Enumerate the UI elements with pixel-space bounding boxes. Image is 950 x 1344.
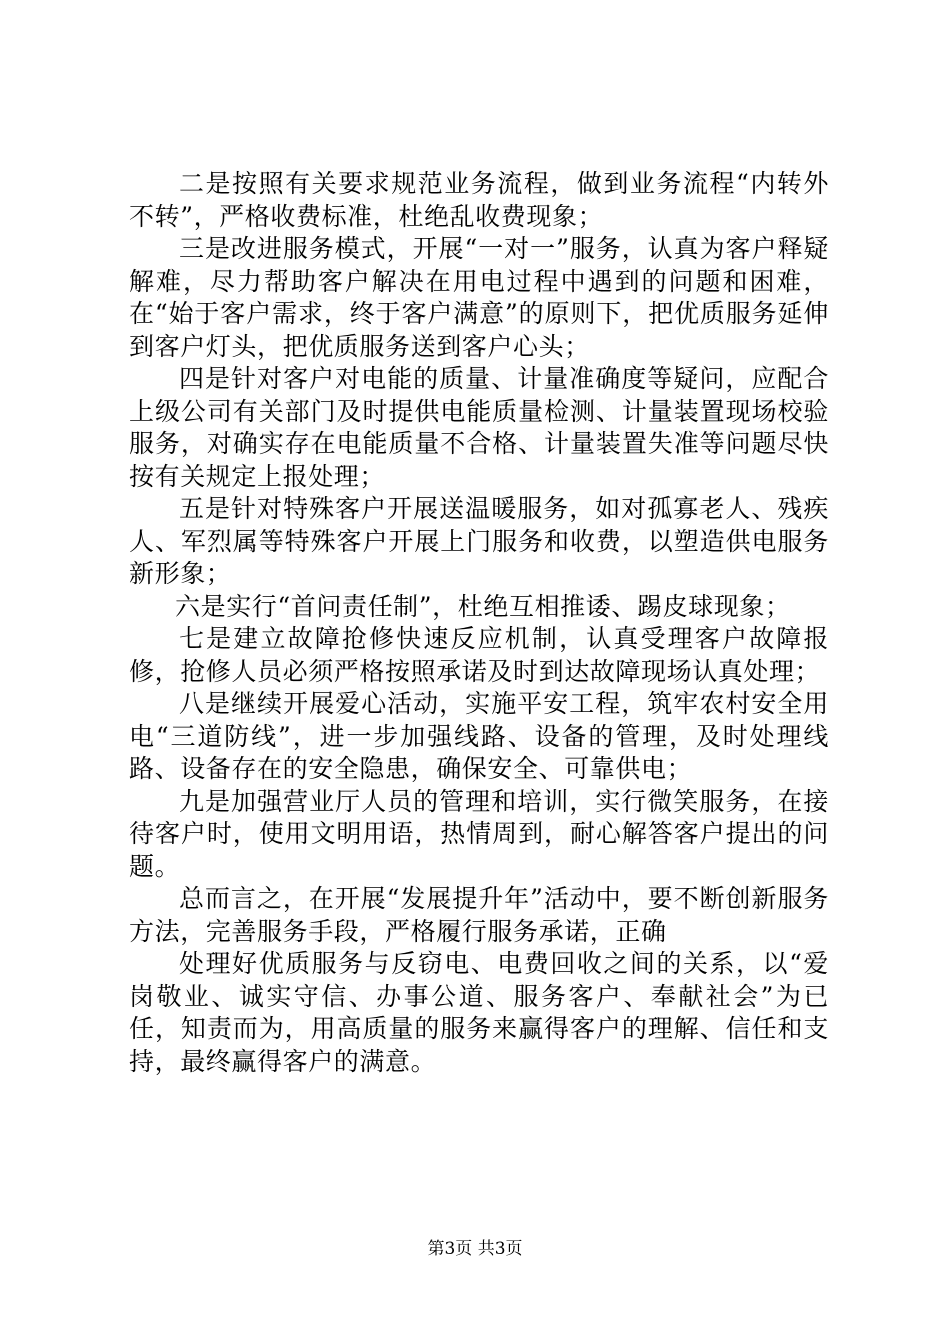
document-body: [129, 168, 829, 1078]
paragraph-summary: 总而言之，在开展“发展提升年”活动中，要不断创新服务方法，完善服务手段，严格履行服务承诺，正确: [129, 884, 829, 946]
paragraph-item-4: 四是针对客户对电能的质量、计量准确度等疑问，应配合上级公司有关部门及时提供电能质量检测、计量装置现场校验服务，对确实存在电能质量不合格、计量装置失准等问题尽快按有关规定上报处理；: [129, 364, 829, 491]
paragraph-item-8: 八是继续开展爱心活动，实施平安工程，筑牢农村安全用电“三道防线”，进一步加强线路、设备的管理，及时处理线路、设备存在的安全隐患，确保安全、可靠供电；: [129, 689, 829, 783]
paragraph-item-3: 三是改进服务模式，开展“一对一”服务，认真为客户释疑解难，尽力帮助客户解决在用电过程中遇到的问题和困难，在“始于客户需求，终于客户满意”的原则下，把优质服务延伸到客户灯头，把优质服务送到客户心头；: [129, 234, 829, 361]
paragraph-item-2: 二是按照有关要求规范业务流程，做到业务流程“内转外不转”，严格收费标准，杜绝乱收费现象；: [129, 169, 829, 231]
page-number-footer: 第3页 共3页: [427, 1239, 523, 1259]
paragraph-item-9: 九是加强营业厅人员的管理和培训，实行微笑服务，在接待客户时，使用文明用语，热情周到，耐心解答客户提出的问题。: [129, 786, 829, 881]
paragraph-item-6: 六是实行“首问责任制”，杜绝互相推诿、踢皮球现象；: [175, 591, 791, 621]
paragraph-summary-continued: 处理好优质服务与反窃电、电费回收之间的关系，以“爱岗敬业、诚实守信、办事公道、服务客户、奉献社会”为已任，知责而为，用高质量的服务来赢得客户的理解、信任和支持，最终赢得客户的满意。: [129, 949, 829, 1076]
paragraph-item-7: 七是建立故障抢修快速反应机制，认真受理客户故障报修，抢修人员必须严格按照承诺及时到达故障现场认真处理；: [129, 624, 829, 686]
paragraph-item-5: 五是针对特殊客户开展送温暖服务，如对孤寡老人、残疾人、军烈属等特殊客户开展上门服务和收费，以塑造供电服务新形象；: [129, 494, 829, 588]
